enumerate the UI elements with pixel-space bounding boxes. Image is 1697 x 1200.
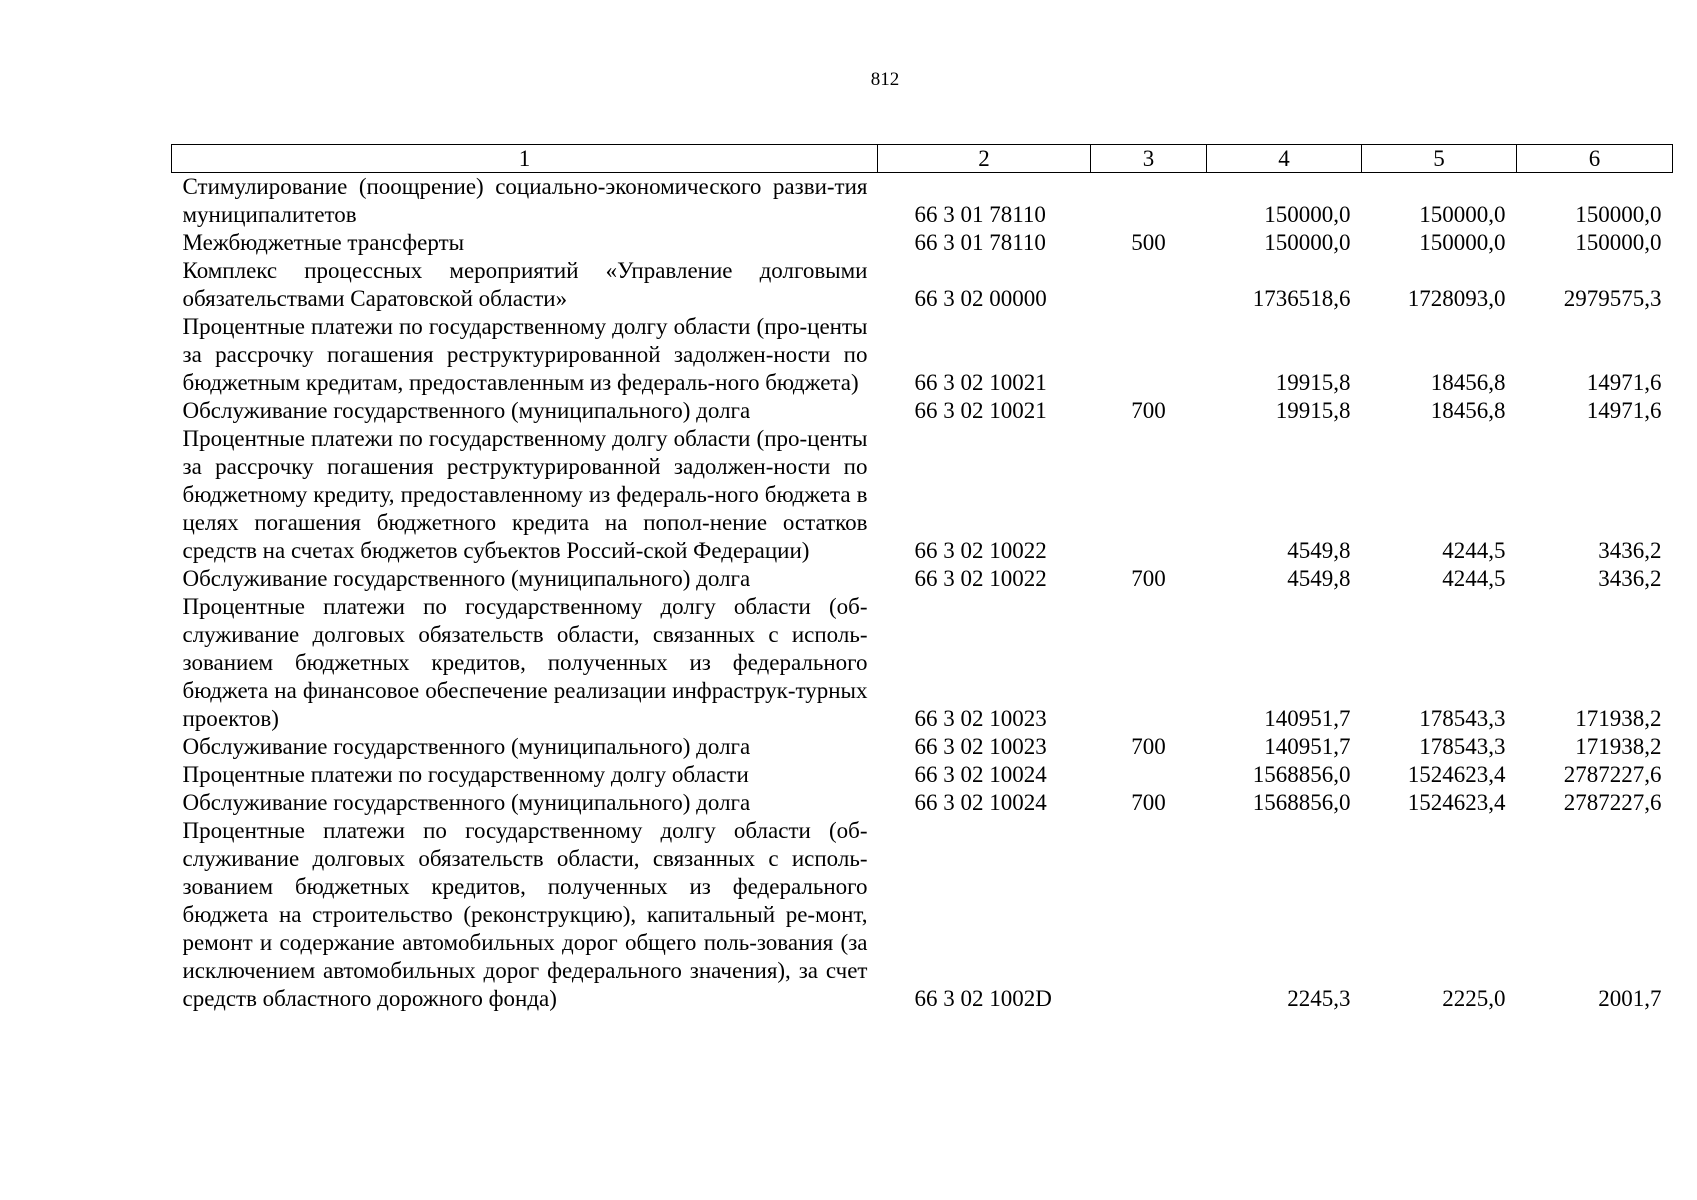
table-row bbox=[172, 425, 1673, 565]
column-header-2: 2 bbox=[878, 145, 1091, 173]
column-header-1: 1 bbox=[172, 145, 878, 173]
row-value-2024: 178543,3 bbox=[1419, 706, 1506, 731]
row-value-2023: 140951,7 bbox=[1264, 706, 1351, 731]
row-value-2025: 3436,2 bbox=[1598, 538, 1662, 563]
row-code: 66 3 02 10023 bbox=[914, 734, 1047, 759]
row-value-2023: 140951,7 bbox=[1264, 734, 1351, 759]
row-value-2025: 3436,2 bbox=[1598, 566, 1662, 591]
row-value-2025: 14971,6 bbox=[1586, 398, 1662, 423]
row-expense-type bbox=[1091, 761, 1207, 789]
row-value-2024: 4244,5 bbox=[1442, 538, 1506, 563]
row-value-2024: 1524623,4 bbox=[1407, 790, 1506, 815]
row-value-2024: 18456,8 bbox=[1430, 370, 1506, 395]
budget-table bbox=[171, 144, 1673, 1013]
table-row bbox=[172, 733, 1673, 761]
row-name: Процентные платежи по государственному долгу области (об-служивание долговых обязательств области, связанных с исполь-зованием бюджетных кредитов, полученных из федерального бюджета на строительство (реконструкцию), капитальный ре-монт, ремонт и содержание автомобильных дорог общего поль-зования (за исключением автомобильных дорог федерального значения), за счет средств областного дорожного фонда) bbox=[182, 818, 868, 1011]
row-value-2024: 150000,0 bbox=[1419, 230, 1506, 255]
column-header-4: 4 bbox=[1207, 145, 1362, 173]
header-row bbox=[172, 145, 1673, 173]
row-expense-type bbox=[1091, 593, 1207, 733]
table-row bbox=[172, 593, 1673, 733]
table-row bbox=[172, 229, 1673, 257]
row-code: 66 3 02 10021 bbox=[914, 370, 1047, 395]
row-expense-type: 500 bbox=[1131, 230, 1166, 255]
row-expense-type bbox=[1091, 425, 1207, 565]
row-expense-type: 700 bbox=[1131, 566, 1166, 591]
row-code: 66 3 02 10022 bbox=[914, 538, 1047, 563]
row-name: Процентные платежи по государственному долгу области (об-служивание долговых обязательств области, связанных с исполь-зованием бюджетных кредитов, полученных из федерального бюджета на финансовое обеспечение реализации инфраструк-турных проектов) bbox=[182, 594, 868, 731]
row-value-2023: 1736518,6 bbox=[1252, 286, 1351, 311]
row-value-2025: 171938,2 bbox=[1575, 734, 1662, 759]
table-header bbox=[172, 145, 1673, 173]
row-code: 66 3 02 10024 bbox=[914, 762, 1047, 787]
table-row bbox=[172, 257, 1673, 313]
row-value-2025: 171938,2 bbox=[1575, 706, 1662, 731]
row-value-2023: 4549,8 bbox=[1287, 566, 1351, 591]
page-number: 812 bbox=[870, 69, 900, 90]
row-expense-type bbox=[1091, 313, 1207, 397]
row-code: 66 3 02 1002D bbox=[914, 986, 1052, 1011]
row-code: 66 3 02 10022 bbox=[914, 566, 1047, 591]
row-name: Обслуживание государственного (муниципального) долга bbox=[182, 566, 751, 591]
row-name: Процентные платежи по государственному долгу области (про-центы за рассрочку погашения реструктурированной задолжен-ности по бюджетным кредитам, предоставленным из федераль-ного бюджета) bbox=[182, 314, 868, 395]
table-row bbox=[172, 761, 1673, 789]
row-value-2024: 1728093,0 bbox=[1407, 286, 1506, 311]
row-expense-type: 700 bbox=[1131, 398, 1166, 423]
table-row bbox=[172, 173, 1673, 230]
row-value-2025: 150000,0 bbox=[1575, 202, 1662, 227]
row-code: 66 3 01 78110 bbox=[914, 230, 1046, 255]
row-expense-type bbox=[1091, 173, 1207, 230]
row-value-2025: 14971,6 bbox=[1586, 370, 1662, 395]
column-header-5: 5 bbox=[1362, 145, 1517, 173]
row-name: Межбюджетные трансферты bbox=[182, 230, 465, 255]
row-name: Обслуживание государственного (муниципального) долга bbox=[182, 398, 751, 423]
row-value-2023: 2245,3 bbox=[1287, 986, 1351, 1011]
column-header-3: 3 bbox=[1091, 145, 1207, 173]
row-value-2024: 150000,0 bbox=[1419, 202, 1506, 227]
table-body bbox=[172, 173, 1673, 1014]
row-value-2025: 2001,7 bbox=[1598, 986, 1662, 1011]
row-value-2024: 178543,3 bbox=[1419, 734, 1506, 759]
row-value-2025: 150000,0 bbox=[1575, 230, 1662, 255]
row-value-2024: 18456,8 bbox=[1430, 398, 1506, 423]
row-code: 66 3 01 78110 bbox=[914, 202, 1046, 227]
row-code: 66 3 02 10024 bbox=[914, 790, 1047, 815]
table-row bbox=[172, 565, 1673, 593]
row-value-2023: 150000,0 bbox=[1264, 202, 1351, 227]
table-row bbox=[172, 789, 1673, 817]
row-value-2024: 2225,0 bbox=[1442, 986, 1506, 1011]
row-name: Обслуживание государственного (муниципального) долга bbox=[182, 734, 751, 759]
row-value-2023: 4549,8 bbox=[1287, 538, 1351, 563]
row-value-2023: 19915,8 bbox=[1275, 370, 1351, 395]
row-code: 66 3 02 00000 bbox=[914, 286, 1047, 311]
row-name: Обслуживание государственного (муниципального) долга bbox=[182, 790, 751, 815]
row-value-2025: 2787227,6 bbox=[1563, 762, 1662, 787]
row-expense-type bbox=[1091, 817, 1207, 1013]
row-value-2023: 19915,8 bbox=[1275, 398, 1351, 423]
row-value-2024: 4244,5 bbox=[1442, 566, 1506, 591]
row-expense-type: 700 bbox=[1131, 734, 1166, 759]
row-name: Процентные платежи по государственному долгу области bbox=[182, 762, 749, 787]
row-value-2025: 2787227,6 bbox=[1563, 790, 1662, 815]
row-code: 66 3 02 10021 bbox=[914, 398, 1047, 423]
row-value-2024: 1524623,4 bbox=[1407, 762, 1506, 787]
row-name: Процентные платежи по государственному долгу области (про-центы за рассрочку погашения реструктурированной задолжен-ности по бюджетному кредиту, предоставленному из федераль-ного бюджета в целях погашения бюджетного кредита на попол-нение остатков средств на счетах бюджетов субъектов Россий-ской Федерации) bbox=[182, 426, 868, 563]
row-expense-type: 700 bbox=[1131, 790, 1166, 815]
row-name: Комплекс процессных мероприятий «Управление долговыми обязательствами Саратовской области» bbox=[182, 258, 868, 311]
row-value-2023: 1568856,0 bbox=[1252, 790, 1351, 815]
table-row bbox=[172, 397, 1673, 425]
row-value-2023: 1568856,0 bbox=[1252, 762, 1351, 787]
column-header-6: 6 bbox=[1517, 145, 1673, 173]
row-value-2023: 150000,0 bbox=[1264, 230, 1351, 255]
table-row bbox=[172, 817, 1673, 1013]
row-code: 66 3 02 10023 bbox=[914, 706, 1047, 731]
row-name: Стимулирование (поощрение) социально-экономического разви-тия муниципалитетов bbox=[182, 174, 868, 227]
table-row bbox=[172, 313, 1673, 397]
row-value-2025: 2979575,3 bbox=[1563, 286, 1662, 311]
row-expense-type bbox=[1091, 257, 1207, 313]
